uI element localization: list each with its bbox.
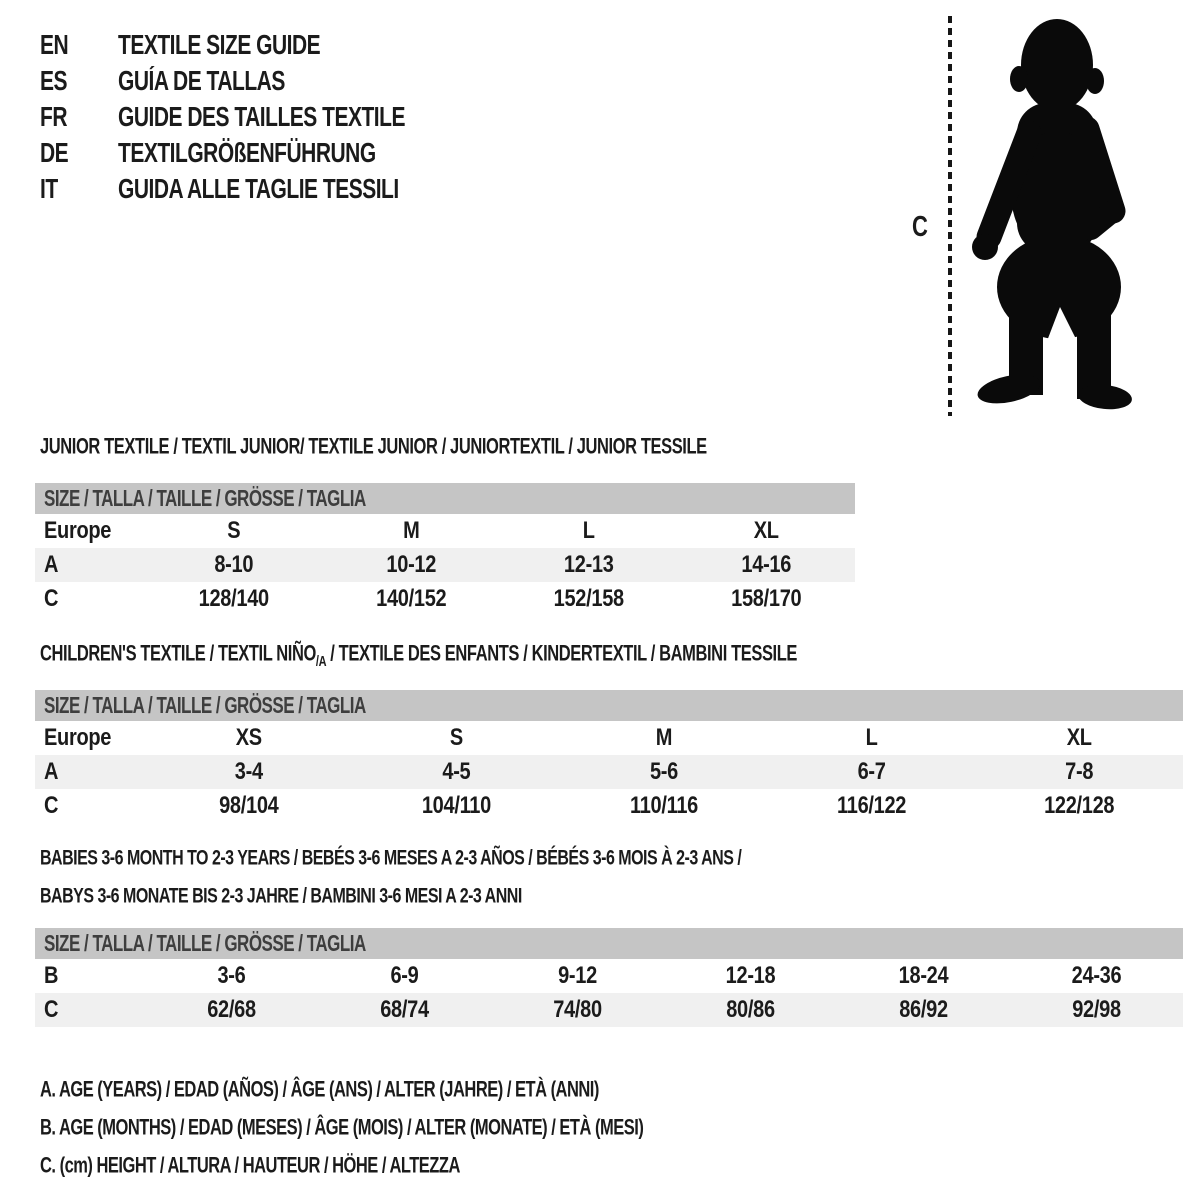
height-value: 86/92 <box>899 996 948 1023</box>
language-code: IT <box>40 174 58 205</box>
babies-row-height <box>35 993 1183 1027</box>
junior-size-table <box>35 483 855 616</box>
height-value: 62/68 <box>207 996 256 1023</box>
size-header-label: SIZE / TALLA / TAILLE / GRÖSSE / TAGLIA <box>44 930 366 956</box>
height-value: 104/110 <box>421 792 491 819</box>
guide-title-fr: GUIDE DES TAILLES TEXTILE <box>118 102 405 133</box>
age-value: 5-6 <box>649 758 678 785</box>
months-value: 9-12 <box>558 962 597 989</box>
height-value: 122/128 <box>1044 792 1115 819</box>
column-header: M <box>655 724 673 751</box>
age-value: 7-8 <box>1065 758 1094 785</box>
guide-title-es: GUÍA DE TALLAS <box>118 66 285 97</box>
age-value: 6-7 <box>857 758 886 785</box>
language-row-it <box>40 172 405 208</box>
row-label: C <box>44 585 59 612</box>
junior-columns-row <box>35 514 855 548</box>
language-code: DE <box>40 138 69 169</box>
babies-size-table <box>35 928 1183 1027</box>
height-value: 128/140 <box>198 585 269 612</box>
legend-line-b: B. AGE (MONTHS) / EDAD (MESES) / ÂGE (MOIS) / ALTER (MONATE) / ETÀ (MESI) <box>40 1116 644 1140</box>
age-value: 8-10 <box>214 551 254 578</box>
toddler-silhouette-icon <box>965 15 1135 415</box>
age-value: 12-13 <box>563 551 614 578</box>
babies-title-line2: BABYS 3-6 MONATE BIS 2-3 JAHRE / BAMBINI 3-6 MESI A 2-3 ANNI <box>40 885 522 908</box>
babies-title-line1: BABIES 3-6 MONTH TO 2-3 YEARS / BEBÉS 3-6 MESES A 2-3 AÑOS / BÉBÉS 3-6 MOIS À 2-3 ANS / <box>40 847 742 870</box>
column-header: L <box>582 517 595 544</box>
guide-title-de: TEXTILGRÖßENFÜHRUNG <box>118 138 376 169</box>
children-section-title: CHILDREN'S TEXTILE / TEXTIL $NIÑO_{/A}$ / TEXTILE DES ENFANTS / KINDERTEXTIL / BAMBINI TESSILE <box>40 642 798 670</box>
language-row-en <box>40 28 405 64</box>
months-value: 24-36 <box>1071 962 1122 989</box>
column-header: XS <box>235 724 262 751</box>
age-value: 10-12 <box>386 551 437 578</box>
language-code: EN <box>40 30 69 61</box>
babies-row-months <box>35 959 1183 993</box>
language-title-list <box>40 28 405 208</box>
row-label: A <box>44 758 59 785</box>
language-row-es <box>40 64 405 100</box>
language-row-fr <box>40 100 405 136</box>
row-label: C <box>44 996 59 1023</box>
region-label: Europe <box>44 517 112 544</box>
height-value: 152/158 <box>553 585 624 612</box>
height-value: 80/86 <box>726 996 775 1023</box>
height-value: 110/116 <box>629 792 698 819</box>
row-label: B <box>44 962 59 989</box>
height-value: 158/170 <box>731 585 802 612</box>
measure-legend <box>40 1071 643 1185</box>
language-code: FR <box>40 102 67 133</box>
legend-line-a: A. AGE (YEARS) / EDAD (AÑOS) / ÂGE (ANS) / ALTER (JAHRE) / ETÀ (ANNI) <box>40 1078 599 1102</box>
column-header: L <box>865 724 878 751</box>
size-header-bar <box>35 928 1183 959</box>
months-value: 18-24 <box>898 962 949 989</box>
region-label: Europe <box>44 724 112 751</box>
height-value: 98/104 <box>219 792 279 819</box>
age-value: 14-16 <box>741 551 792 578</box>
size-header-bar <box>35 483 855 514</box>
height-measure-label: C <box>912 209 928 243</box>
column-header: M <box>403 517 420 544</box>
column-header: S <box>227 517 241 544</box>
height-value: 140/152 <box>376 585 447 612</box>
height-value: 92/98 <box>1072 996 1121 1023</box>
size-header-label: SIZE / TALLA / TAILLE / GRÖSSE / TAGLIA <box>44 692 366 718</box>
height-value: 74/80 <box>553 996 602 1023</box>
children-size-table <box>35 690 1183 823</box>
size-header-label: SIZE / TALLA / TAILLE / GRÖSSE / TAGLIA <box>44 485 366 511</box>
children-row-age <box>35 755 1183 789</box>
nino-a-subscript: /A <box>315 654 327 670</box>
guide-title-it: GUIDA ALLE TAGLIE TESSILI <box>118 174 399 205</box>
age-value: 4-5 <box>442 758 471 785</box>
height-value: 68/74 <box>380 996 429 1023</box>
babies-section-title <box>40 840 741 916</box>
legend-line-c: C. (cm) HEIGHT / ALTURA / HAUTEUR / HÖHE / ALTEZZA <box>40 1154 460 1178</box>
junior-section-title: JUNIOR TEXTILE / TEXTIL JUNIOR/ TEXTILE JUNIOR / JUNIORTEXTIL / JUNIOR TESSILE <box>40 435 707 459</box>
months-value: 12-18 <box>725 962 776 989</box>
column-header: XL <box>753 517 779 544</box>
column-header: XL <box>1066 724 1092 751</box>
children-columns-row <box>35 721 1183 755</box>
months-value: 3-6 <box>217 962 246 989</box>
months-value: 6-9 <box>390 962 419 989</box>
row-label: C <box>44 792 59 819</box>
children-row-height <box>35 789 1183 823</box>
column-header: S <box>449 724 463 751</box>
size-header-bar <box>35 690 1183 721</box>
age-value: 3-4 <box>234 758 263 785</box>
language-code: ES <box>40 66 68 97</box>
language-row-de <box>40 136 405 172</box>
junior-row-height <box>35 582 855 616</box>
row-label: A <box>44 551 59 578</box>
junior-row-age <box>35 548 855 582</box>
guide-title-en: TEXTILE SIZE GUIDE <box>118 30 321 61</box>
height-value: 116/122 <box>837 792 907 819</box>
height-measure-dashed-line <box>948 16 952 416</box>
